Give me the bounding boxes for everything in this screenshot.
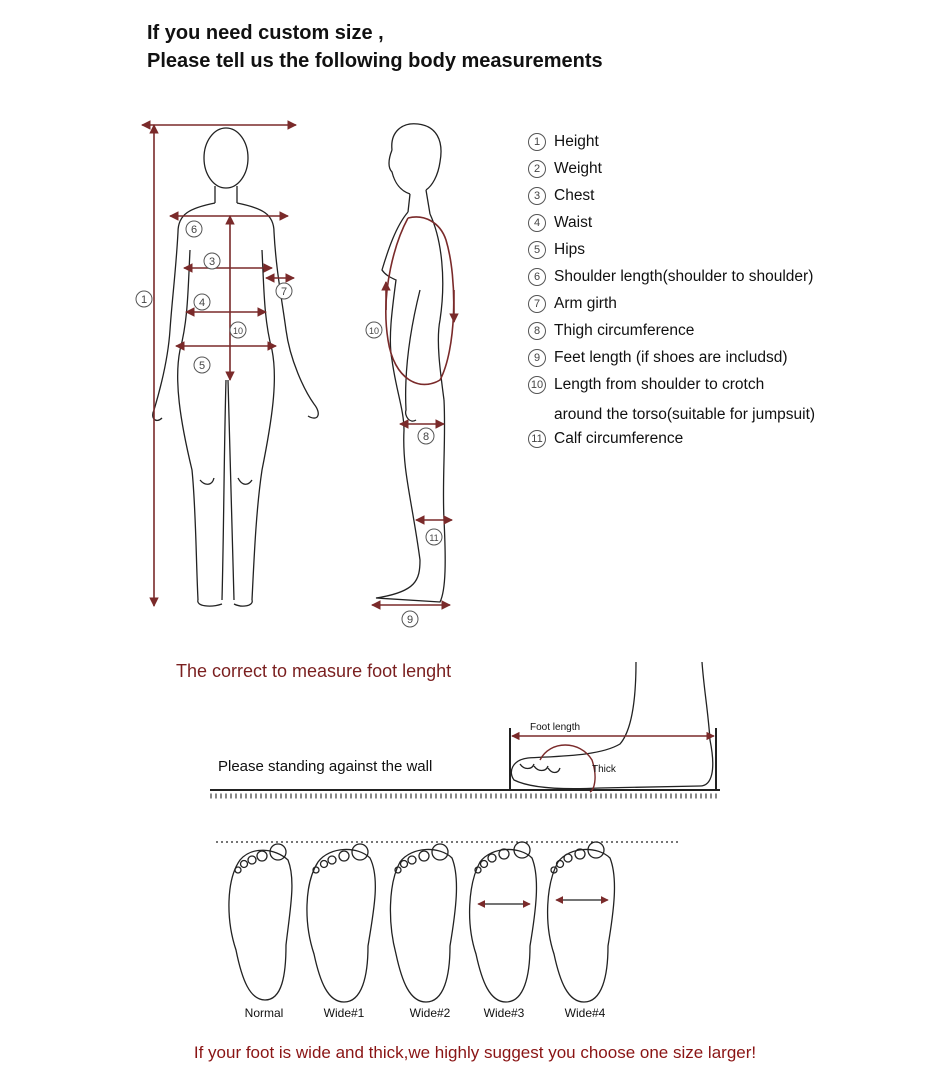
marker-1 bbox=[136, 291, 152, 307]
marker-4 bbox=[194, 294, 210, 310]
svg-text:4: 4 bbox=[198, 297, 206, 309]
svg-text:9: 9 bbox=[406, 614, 414, 626]
item-number: 6 bbox=[528, 268, 546, 286]
size-warning: If your foot is wide and thick,we highly suggest you choose one size larger! bbox=[193, 1043, 757, 1062]
item-label: Height bbox=[554, 133, 599, 150]
marker-3 bbox=[204, 253, 220, 269]
list-item bbox=[528, 133, 599, 160]
svg-text:11: 11 bbox=[429, 533, 439, 543]
foot-wall-illustration bbox=[210, 662, 720, 796]
item-number: 3 bbox=[528, 187, 546, 205]
footprint-wide-2 bbox=[390, 844, 456, 1002]
footprint-wide-3 bbox=[470, 842, 537, 1002]
foot-type-wide-2: Wide#2 bbox=[409, 1006, 451, 1020]
item-number: 10 bbox=[528, 376, 546, 394]
foot-section-title: The correct to measure foot lenght bbox=[176, 661, 452, 681]
wall-instruction: Please standing against the wall bbox=[218, 758, 433, 775]
svg-text:1: 1 bbox=[140, 294, 148, 306]
item-number: 7 bbox=[528, 295, 546, 313]
svg-text:3: 3 bbox=[208, 256, 216, 268]
header-line-1: If you need custom size , bbox=[147, 22, 384, 44]
item-label: Length from shoulder to crotch bbox=[554, 376, 765, 393]
footprint-wide-1 bbox=[307, 844, 375, 1002]
item-number: 11 bbox=[528, 430, 546, 448]
item-number: 8 bbox=[528, 322, 546, 340]
item-label: Arm girth bbox=[554, 295, 617, 312]
item-label: Feet length (if shoes are includsd) bbox=[554, 349, 788, 366]
list-item bbox=[528, 241, 585, 268]
item-label: Hips bbox=[554, 241, 586, 258]
item-number: 1 bbox=[528, 133, 546, 151]
marker-10-side bbox=[366, 322, 382, 338]
foot-type-wide-3: Wide#3 bbox=[483, 1006, 525, 1020]
list-item bbox=[528, 322, 694, 349]
item-label: Chest bbox=[554, 187, 595, 204]
side-measure-arrows bbox=[372, 217, 454, 605]
marker-5 bbox=[194, 357, 210, 373]
foot-type-wide-4: Wide#4 bbox=[564, 1006, 606, 1020]
list-item bbox=[528, 295, 617, 322]
list-item bbox=[528, 430, 683, 457]
svg-text:10: 10 bbox=[232, 326, 244, 336]
marker-8 bbox=[418, 428, 434, 444]
item-label: Shoulder length(shoulder to shoulder) bbox=[554, 268, 814, 285]
list-item bbox=[528, 214, 592, 241]
item-label: Calf circumference bbox=[554, 430, 684, 447]
list-item bbox=[528, 349, 787, 376]
svg-text:10: 10 bbox=[368, 326, 380, 336]
item-number: 2 bbox=[528, 160, 546, 178]
svg-text:6: 6 bbox=[190, 224, 198, 236]
item-label: Waist bbox=[554, 214, 593, 231]
svg-text:7: 7 bbox=[280, 286, 288, 298]
footprint-normal bbox=[229, 844, 292, 1000]
foot-type-normal: Normal bbox=[244, 1006, 284, 1020]
header-line-2: Please tell us the following body measurements bbox=[147, 50, 603, 72]
item-number: 4 bbox=[528, 214, 546, 232]
foot-length-label: Foot length bbox=[530, 722, 581, 733]
marker-11 bbox=[426, 529, 442, 545]
svg-text:5: 5 bbox=[198, 360, 206, 372]
svg-text:8: 8 bbox=[422, 431, 430, 443]
list-item bbox=[528, 376, 764, 403]
thick-label: Thick bbox=[592, 764, 616, 775]
list-item bbox=[528, 268, 813, 295]
item-label: Thigh circumference bbox=[554, 322, 695, 339]
list-item-continuation: around the torso(suitable for jumpsuit) bbox=[554, 406, 816, 423]
marker-7 bbox=[276, 283, 292, 299]
front-body-figure bbox=[153, 128, 319, 606]
list-item bbox=[528, 160, 602, 187]
marker-9 bbox=[402, 611, 418, 627]
marker-10-front bbox=[230, 322, 246, 338]
item-number: 9 bbox=[528, 349, 546, 367]
item-label: Weight bbox=[554, 160, 602, 177]
list-item bbox=[528, 187, 595, 214]
item-number: 5 bbox=[528, 241, 546, 259]
foot-type-wide-1: Wide#1 bbox=[323, 1006, 365, 1020]
marker-6 bbox=[186, 221, 202, 237]
footprint-wide-4 bbox=[548, 842, 615, 1002]
